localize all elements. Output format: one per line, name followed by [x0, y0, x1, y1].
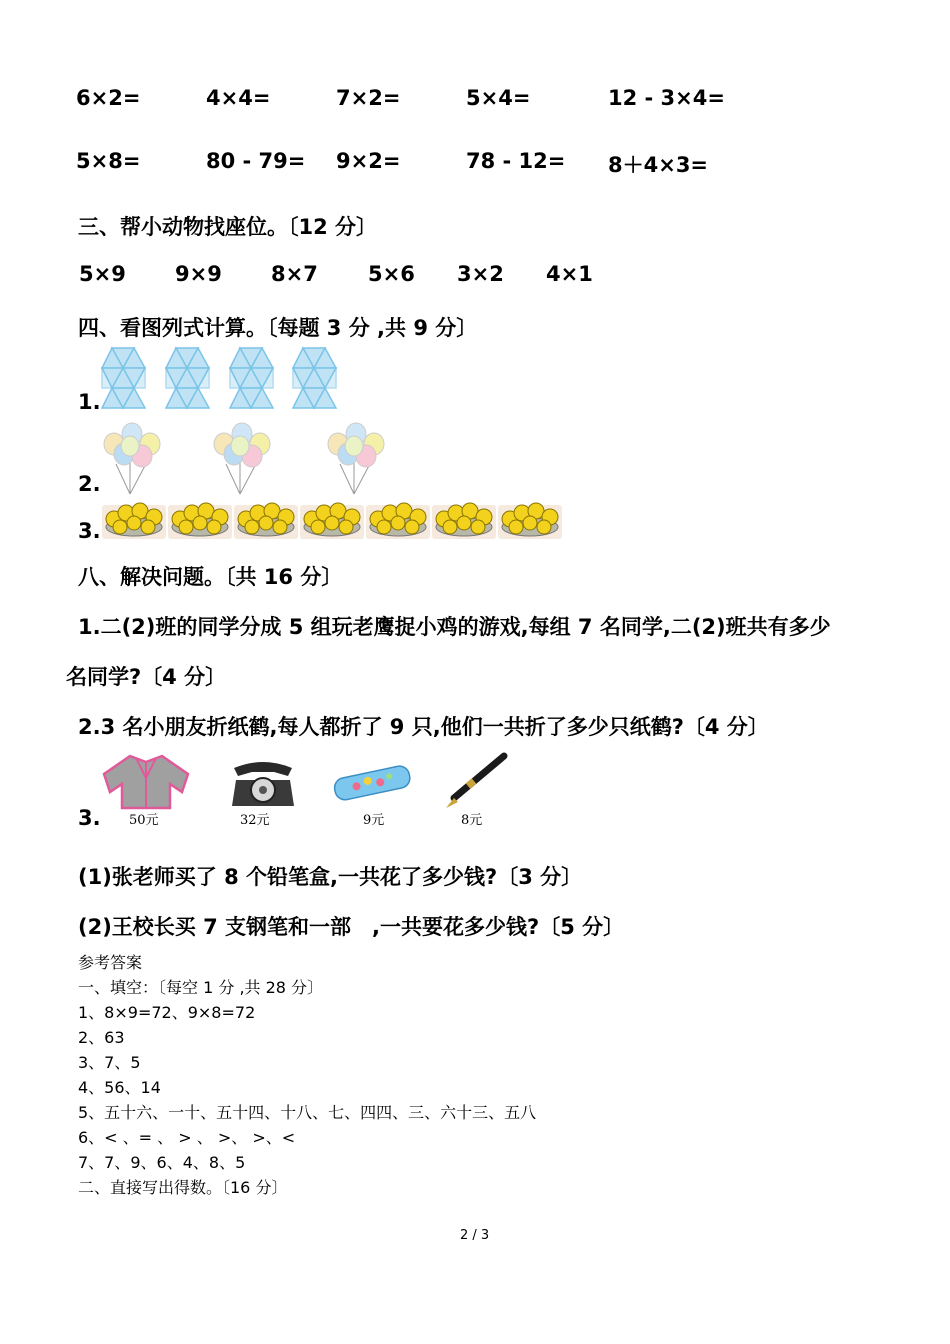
section-4-title: 四、看图列式计算。〔每题 3 分 ,共 9 分〕	[78, 316, 478, 340]
calc-item: 80 - 79=	[206, 149, 306, 173]
answer-line: 1、8×9=72、9×8=72	[78, 1003, 256, 1022]
q8-3-1: (1)张老师买了 8 个铅笔盒,一共花了多少钱?〔3 分〕	[78, 865, 583, 889]
q8-1-line2: 名同学?〔4 分〕	[66, 665, 227, 689]
section-3-title: 三、帮小动物找座位。〔12 分〕	[78, 215, 378, 239]
seat-item: 5×9	[79, 262, 126, 286]
answer-line: 二、直接写出得数。〔16 分〕	[78, 1178, 288, 1197]
price-telephone: 32元	[240, 813, 270, 828]
answer-line: 3、7、5	[78, 1053, 141, 1072]
answer-line: 2、63	[78, 1028, 125, 1047]
q8-1-line1: 1.二(2)班的同学分成 5 组玩老鹰捉小鸡的游戏,每组 7 名同学,二(2)班共有多少	[78, 615, 831, 639]
telephone-image	[228, 756, 298, 808]
answer-line: 一、填空：〔每空 1 分 ,共 28 分〕	[78, 978, 324, 997]
calc-item: 7×2=	[336, 86, 401, 110]
calc-item: 8＋4×3=	[608, 153, 709, 177]
price-pencil-case: 9元	[363, 813, 385, 828]
calc-item: 9×2=	[336, 149, 401, 173]
q4-2-number: 2.	[78, 472, 101, 496]
q4-1-number: 1.	[78, 390, 101, 414]
section-8-title: 八、解决问题。〔共 16 分〕	[78, 565, 343, 589]
answer-title: 参考答案	[78, 953, 143, 972]
answer-line: 7、7、9、6、4、8、5	[78, 1153, 246, 1172]
chicks-image	[102, 497, 564, 541]
q4-3-number: 3.	[78, 519, 101, 543]
answer-line: 4、56、14	[78, 1078, 161, 1097]
pencil-case-image	[330, 762, 414, 802]
balloons-image	[100, 420, 400, 498]
fountain-pen-image	[440, 752, 510, 812]
calc-item: 78 - 12=	[466, 149, 566, 173]
q8-3-2: (2)王校长买 7 支钢笔和一部 ,一共要花多少钱?〔5 分〕	[78, 915, 625, 939]
seat-item: 8×7	[271, 262, 318, 286]
price-coat: 50元	[129, 813, 159, 828]
calc-item: 4×4=	[206, 86, 271, 110]
calc-item: 12 - 3×4=	[608, 86, 725, 110]
seat-item: 5×6	[368, 262, 415, 286]
calc-item: 6×2=	[76, 86, 141, 110]
q8-3-number: 3.	[78, 806, 101, 830]
calc-item: 5×8=	[76, 149, 141, 173]
price-pen: 8元	[461, 813, 483, 828]
seat-item: 3×2	[457, 262, 504, 286]
page-number: 2 / 3	[460, 1228, 490, 1243]
q8-2: 2.3 名小朋友折纸鹤,每人都折了 9 只,他们一共折了多少只纸鹤?〔4 分〕	[78, 715, 769, 739]
coat-image	[100, 752, 192, 810]
seat-item: 4×1	[546, 262, 593, 286]
seat-item: 9×9	[175, 262, 222, 286]
calc-item: 5×4=	[466, 86, 531, 110]
answer-line: 5、五十六、一十、五十四、十八、七、四四、三、六十三、五八	[78, 1103, 537, 1122]
answer-line: 6、< 、= 、 > 、 >、 >、<	[78, 1128, 296, 1147]
triangle-shapes-image	[100, 346, 340, 412]
